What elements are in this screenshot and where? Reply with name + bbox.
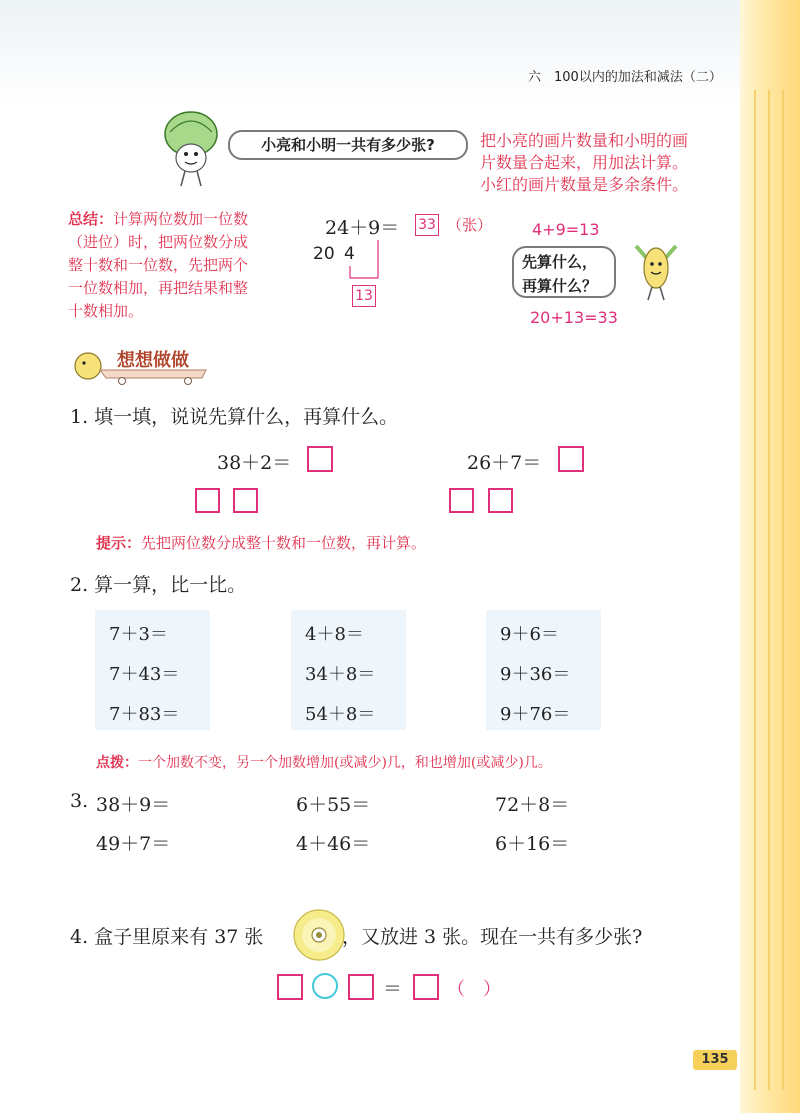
q2-group-1 [95,610,210,730]
q1-tip: 提示：先把两位数分成整十数和一位数，再计算。 [96,534,427,552]
q2-group-3 [486,610,601,730]
q2-item: 9＋36＝ [500,664,571,685]
q1-eq1-answer-box[interactable] [307,446,333,472]
q2-title: 2. 算一算，比一比。 [70,574,247,596]
split-lines [340,238,390,288]
q2-item: 7＋3＝ [109,624,168,645]
section-title: 想想做做 [117,350,189,371]
q1-eq1-split-box-1[interactable] [195,488,220,513]
q4-number-box-1[interactable] [277,974,303,1000]
q3-item: 6＋55＝ [296,794,371,816]
summary-text: 总结：计算两位数加一位数 （进位）时，把两位数分成 整十数和一位数，先把两个 一位数相加，再把结果和整 十数相加。 [68,210,249,320]
corn-character-icon [630,236,682,304]
q1-eq1: 38＋2＝ [217,452,292,474]
q2-item: 9＋6＝ [500,624,559,645]
example-hint: 把小亮的画片数量和小明的画 片数量合起来，用加法计算。 小红的画片数量是多余条件。 [480,131,689,194]
q3-label: 3. [70,790,89,812]
example-answer-box: 33 [415,214,439,236]
q4-result-box[interactable] [413,974,439,1000]
split-left: 20 [313,244,335,264]
page-edge-line [754,90,756,1090]
q2-item: 54＋8＝ [305,704,376,725]
q3-item: 4＋46＝ [296,833,371,855]
q2-item: 7＋83＝ [109,704,180,725]
cd-disc-icon [292,908,346,962]
step-2: 20+13=33 [530,308,618,327]
q1-title: 1. 填一填，说说先算什么，再算什么。 [70,406,399,428]
q4-text-b: ，又放进 3 张。现在一共有多少张? [342,926,643,948]
q2-item: 34＋8＝ [305,664,376,685]
page-edge-line [782,90,784,1090]
q1-eq2-split-box-2[interactable] [488,488,513,513]
q4-text-a: 4. 盒子里原来有 37 张 [70,926,264,948]
page-number: 135 [693,1050,737,1070]
partial-sum-box: 13 [352,285,376,307]
q1-eq1-split-box-2[interactable] [233,488,258,513]
q1-eq2-answer-box[interactable] [558,446,584,472]
q4-number-box-2[interactable] [348,974,374,1000]
q2-item: 9＋76＝ [500,704,571,725]
split-right: 4 [344,244,355,264]
q1-eq2: 26＋7＝ [467,452,542,474]
q2-group-2 [291,610,406,730]
question-bubble: 小亮和小明一共有多少张? [228,130,468,160]
chapter-title: 六 100以内的加法和减法（二） [528,70,722,85]
q3-item: 72＋8＝ [495,794,570,816]
step-1: 4+9=13 [532,220,600,239]
q4-equals: ＝ [383,978,403,1000]
q2-item: 4＋8＝ [305,624,364,645]
ask-bubble: 先算什么， 再算什么？ [512,246,616,298]
q2-tip: 点拨：一个加数不变，另一个加数增加(或减少)几，和也增加(或减少)几。 [96,755,552,771]
page-edge-line [768,90,770,1090]
cabbage-character-icon [160,108,222,190]
q3-item: 49＋7＝ [96,833,171,855]
example-unit: （张） [447,216,493,234]
q4-operator-circle[interactable] [312,973,338,999]
example-equation: 24＋9＝ [325,217,400,239]
q1-eq2-split-box-1[interactable] [449,488,474,513]
q3-item: 6＋16＝ [495,833,570,855]
header-band [0,0,800,110]
page-edge [740,0,800,1113]
q2-item: 7＋43＝ [109,664,180,685]
q4-unit-blank[interactable]: （ ） [447,979,501,1000]
q3-item: 38＋9＝ [96,794,171,816]
